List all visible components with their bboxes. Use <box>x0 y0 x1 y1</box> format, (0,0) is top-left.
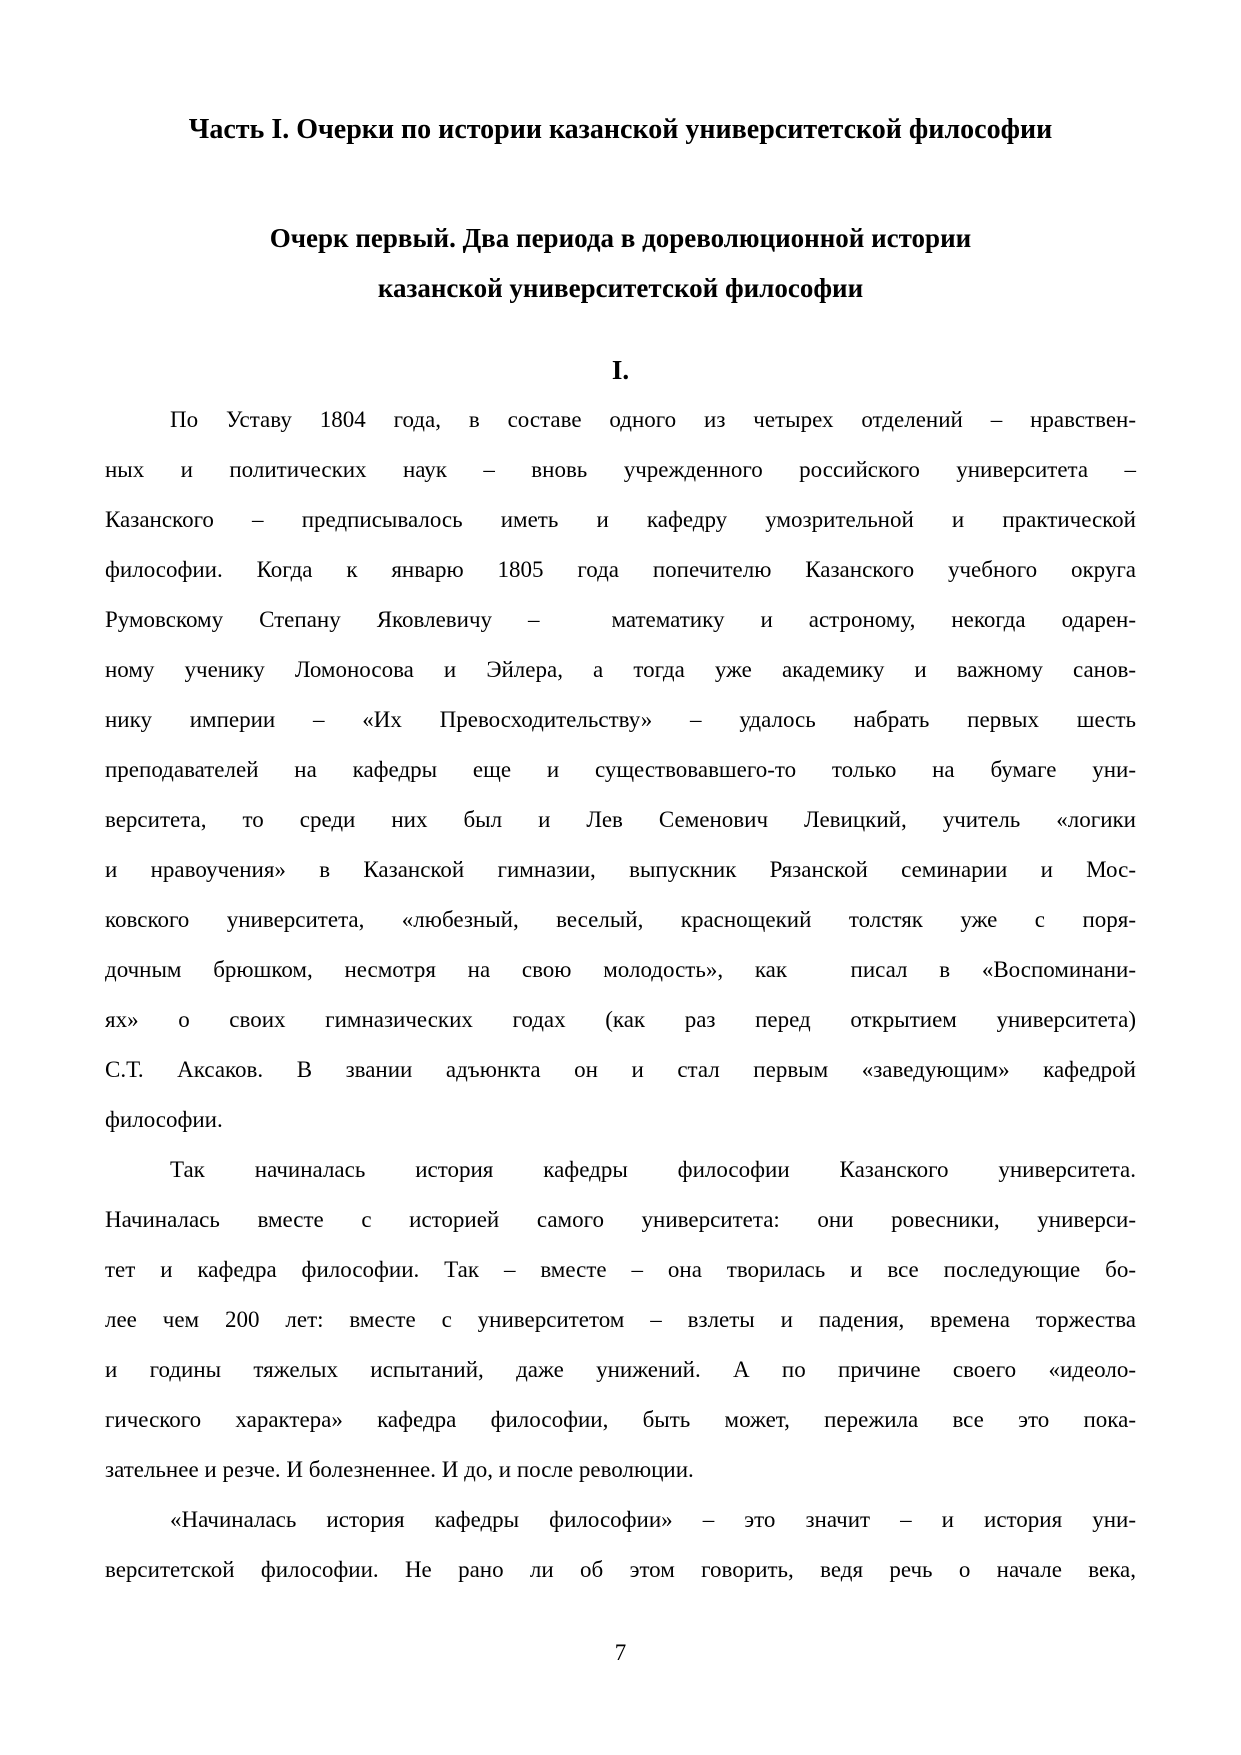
text-line: и нравоучения» в Казанской гимназии, выпускник Рязанской семинарии и Мос- <box>105 857 1136 882</box>
text-line: ях» о своих гимназических годах (как раз перед открытием университета) <box>105 1007 1136 1032</box>
part-title: Часть I. Очерки по истории казанской университетской философии <box>188 114 1053 145</box>
text-line: нику империи – «Их Превосходительству» – удалось набрать первых шесть <box>105 707 1136 732</box>
text-line: философии. Когда к январю 1805 года попечителю Казанского учебного округа <box>105 557 1136 582</box>
body-text <box>105 395 1136 1595</box>
text-line: философии. <box>105 1107 223 1132</box>
text-line: верситета, то среди них был и Лев Семенович Левицкий, учитель «логики <box>105 807 1136 832</box>
essay-title-line-2: казанской университетской философии <box>377 273 864 303</box>
text-line: «Начиналась история кафедры философии» – это значит – и история уни- <box>170 1507 1136 1532</box>
text-line: Начиналась вместе с историей самого университета: они ровесники, универси- <box>105 1207 1136 1232</box>
text-block <box>105 105 1136 1678</box>
text-line: С.Т. Аксаков. В звании адъюнкта он и стал первым «заведующим» кафедрой <box>105 1057 1136 1082</box>
text-line: дочным брюшком, несмотря на свою молодость», как писал в «Воспоминани- <box>105 957 1136 982</box>
text-line: верситетской философии. Не рано ли об этом говорить, ведя речь о начале века, <box>105 1557 1136 1582</box>
text-line: преподавателей на кафедры еще и существовавшего-то только на бумаге уни- <box>105 757 1136 782</box>
page-number: 7 <box>614 1640 627 1665</box>
text-line: гического характера» кафедра философии, быть может, пережила все это пока- <box>105 1407 1136 1432</box>
text-line: тет и кафедра философии. Так – вместе – она творилась и все последующие бо- <box>105 1257 1136 1282</box>
text-line: ковского университета, «любезный, веселый, краснощекий толстяк уже с поря- <box>105 907 1136 932</box>
text-line: Так начиналась история кафедры философии Казанского университета. <box>170 1157 1136 1182</box>
text-line: По Уставу 1804 года, в составе одного из четырех отделений – нравствен- <box>170 407 1136 432</box>
text-line: лее чем 200 лет: вместе с университетом – взлеты и падения, времена торжества <box>105 1307 1136 1332</box>
essay-title <box>105 213 1136 313</box>
text-line: зательнее и резче. И болезненнее. И до, и после революции. <box>105 1457 694 1482</box>
text-line: Казанского – предписывалось иметь и кафедру умозрительной и практической <box>105 507 1136 532</box>
text-line: ных и политических наук – вновь учрежденного российского университета – <box>105 457 1136 482</box>
text-line: Румовскому Степану Яковлевичу – математику и астроному, некогда одарен- <box>105 607 1136 632</box>
section-number: I. <box>611 355 630 385</box>
text-line: и годины тяжелых испытаний, даже унижений. А по причине своего «идеоло- <box>105 1357 1136 1382</box>
text-line: ному ученику Ломоносова и Эйлера, а тогда уже академику и важному санов- <box>105 657 1136 682</box>
essay-title-line-1: Очерк первый. Два периода в дореволюционной истории <box>269 223 972 253</box>
